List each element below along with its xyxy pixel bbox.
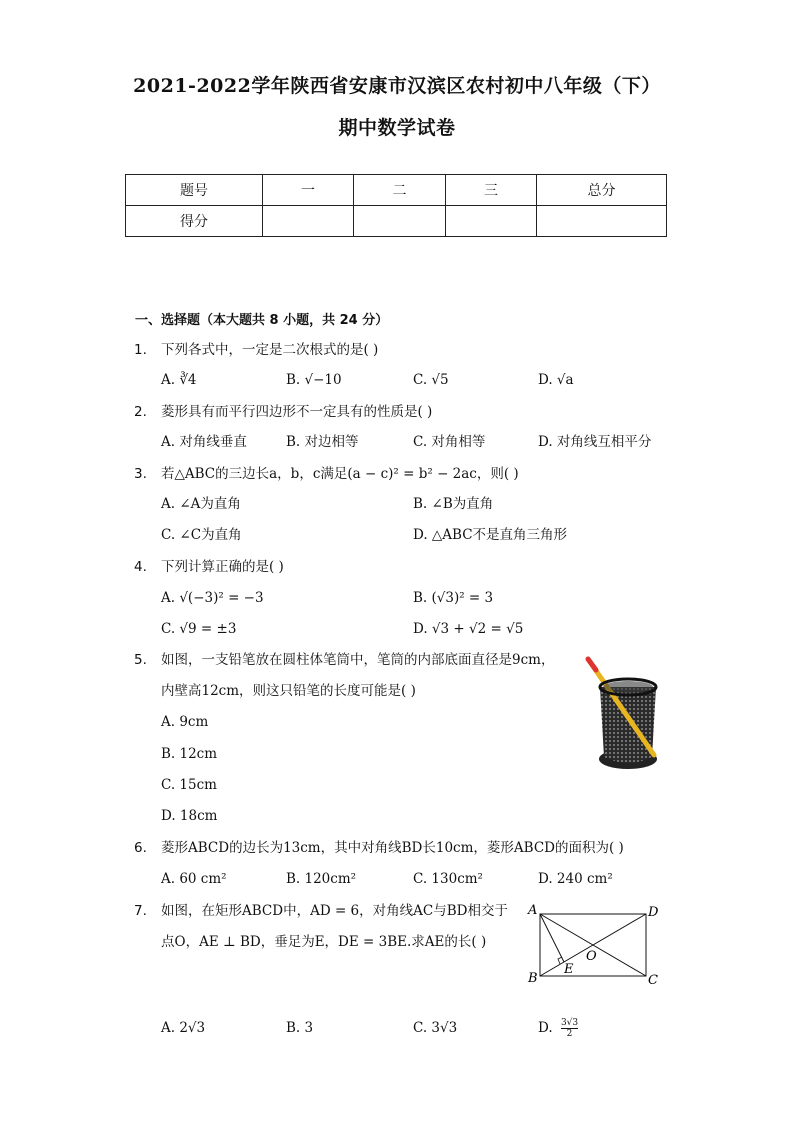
score-header-cell: 总分 (537, 175, 667, 206)
cup-opening (603, 681, 653, 693)
question-number: 7. (134, 903, 147, 919)
option-a[interactable]: A. ∛4 (161, 372, 197, 388)
option-c[interactable]: C. ∠C为直角 (161, 527, 242, 543)
option-d[interactable] (538, 1018, 578, 1039)
option-d-letter: D. (538, 1020, 553, 1036)
question-number: 2. (134, 404, 147, 420)
question-number: 3. (134, 466, 147, 482)
option-d[interactable]: D. 18cm (161, 808, 218, 824)
rectangle-abcd-figure (524, 902, 664, 992)
option-c[interactable]: C. 130cm² (413, 871, 483, 887)
option-b[interactable]: B. 12cm (161, 746, 218, 762)
option-c[interactable]: C. 15cm (161, 777, 217, 793)
exam-title-line2: 期中数学试卷 (338, 117, 456, 139)
option-a[interactable]: A. 对角线垂直 (161, 434, 247, 450)
question-text: 若△ABC的三边长a，b，c满足(a − c)² = b² − 2ac，则( ) (161, 466, 519, 482)
option-b[interactable]: B. 3 (286, 1020, 314, 1036)
option-a[interactable]: A. √(−3)² = −3 (161, 590, 264, 606)
option-a[interactable]: A. 2√3 (161, 1020, 206, 1036)
question-text-line1: 如图，在矩形ABCD中，AD = 6，对角线AC与BD相交于 (161, 903, 508, 919)
label-c: C (648, 973, 658, 988)
score-header-cell: 一 (263, 175, 354, 206)
pencil-eraser (588, 659, 596, 670)
option-c[interactable]: C. 3√3 (413, 1020, 458, 1036)
label-d: D (648, 905, 659, 920)
fraction-denominator: 2 (566, 1029, 573, 1039)
score-row-label: 得分 (126, 206, 263, 237)
score-header-cell: 题号 (126, 175, 263, 206)
question-text: 下列各式中，一定是二次根式的是( ) (161, 342, 379, 358)
option-b[interactable]: B. √−10 (286, 372, 342, 388)
option-a[interactable]: A. 9cm (161, 714, 209, 730)
question-number: 4. (134, 559, 147, 575)
score-cell[interactable] (263, 206, 354, 237)
question-text-line2: 内壁高12cm，则这只铅笔的长度可能是( ) (161, 683, 416, 699)
cup-mesh-body (600, 687, 656, 763)
question-text-line2: 点O，AE ⊥ BD，垂足为E，DE = 3BE.求AE的长( ) (161, 934, 487, 950)
option-a[interactable]: A. 60 cm² (161, 871, 227, 887)
score-cell[interactable] (537, 206, 667, 237)
question-number: 6. (134, 840, 147, 856)
score-cell[interactable] (354, 206, 446, 237)
option-d[interactable]: D. 对角线互相平分 (538, 434, 652, 450)
option-a[interactable]: A. ∠A为直角 (161, 496, 241, 512)
score-header-cell: 二 (354, 175, 446, 206)
score-table-score-row (126, 206, 667, 237)
option-d[interactable]: D. △ABC不是直角三角形 (413, 527, 568, 543)
question-text: 菱形ABCD的边长为13cm，其中对角线BD长10cm，菱形ABCD的面积为( ) (161, 840, 624, 856)
option-c[interactable]: C. √5 (413, 372, 449, 388)
option-b[interactable]: B. 对边相等 (286, 434, 359, 450)
fraction-numerator: 3√3 (560, 1018, 579, 1028)
label-o: O (586, 949, 597, 964)
score-cell[interactable] (446, 206, 537, 237)
option-b[interactable]: B. 120cm² (286, 871, 357, 887)
option-d[interactable]: D. √3 + √2 = √5 (413, 621, 524, 637)
question-number: 5. (134, 652, 147, 668)
label-e: E (564, 962, 574, 977)
label-b: B (528, 971, 538, 986)
option-b[interactable]: B. ∠B为直角 (413, 496, 494, 512)
score-header-cell: 三 (446, 175, 537, 206)
option-c[interactable]: C. 对角相等 (413, 434, 486, 450)
question-number: 1. (134, 342, 147, 358)
score-table (125, 174, 667, 237)
exam-title-line1: 2021-2022学年陕西省安康市汉滨区农村初中八年级（下） (133, 75, 661, 97)
score-table-header-row (126, 175, 667, 206)
section-title: 一、选择题（本大题共 8 小题，共 24 分） (135, 313, 389, 328)
question-text: 下列计算正确的是( ) (161, 559, 284, 575)
pencil-cup-figure (584, 655, 666, 773)
label-a: A (528, 903, 538, 918)
option-d[interactable]: D. 240 cm² (538, 871, 613, 887)
option-d[interactable]: D. √a (538, 372, 574, 388)
question-text: 菱形具有而平行四边形不一定具有的性质是( ) (161, 404, 433, 420)
question-text-line1: 如图，一支铅笔放在圆柱体笔筒中，笔筒的内部底面直径是9cm， (161, 652, 555, 668)
fraction (561, 1018, 578, 1039)
option-c[interactable]: C. √9 = ±3 (161, 621, 237, 637)
option-b[interactable]: B. (√3)² = 3 (413, 590, 494, 606)
